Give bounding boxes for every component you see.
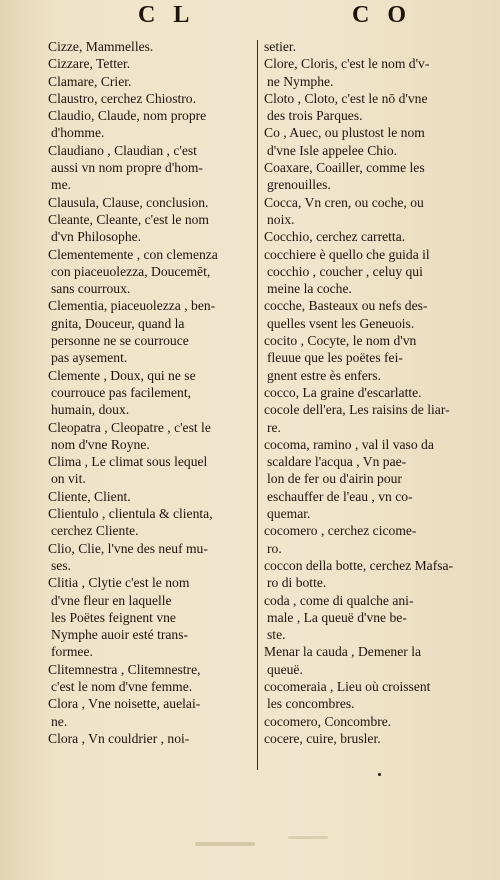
entry-line: Cloto , Cloto, c'est le nō d'vne [264,90,428,106]
entry-line: gnent estre ès enfers. [267,367,381,383]
entry-line: Cliente, Client. [48,488,131,504]
entry-line: grenouilles. [267,177,331,193]
entry-line: cocito , Cocyte, le nom d'vn [264,333,417,349]
column-divider [257,40,258,770]
dictionary-entry [48,574,252,660]
entry-line: ro. [267,540,282,556]
entry-line: Claustro, cerchez Chiostro. [48,90,196,106]
entry-line: les concombres. [267,696,355,712]
entry-line: queuë. [267,661,303,677]
dictionary-entry [264,297,464,332]
entry-line: aussi vn nom propre d'hom- [51,160,203,176]
entry-line: Clientulo , clientula & clienta, [48,506,213,522]
dictionary-entry [48,90,252,107]
entry-line: Co , Auec, ou plustost le nom [264,125,425,141]
dictionary-entry [264,678,464,713]
dictionary-entry [48,505,252,540]
dictionary-entry [264,246,464,298]
dictionary-entry [48,367,252,419]
dictionary-entry [264,228,464,245]
dictionary-entry [48,730,252,747]
entry-line: lon de fer ou d'airin pour [267,471,402,487]
entry-line: Clemente , Doux, qui ne se [48,367,196,383]
entry-line: quelles vsent les Geneuois. [267,315,415,331]
entry-line: Clora , Vn couldrier , noi- [48,730,190,746]
dictionary-entry [48,194,252,211]
header-left: C L [138,2,196,28]
entry-line: courrouce pas facilement, [51,384,192,400]
entry-line: con piaceuolezza, Doucemēt, [51,263,211,279]
entry-line: meine la coche. [267,281,352,297]
dictionary-entry [264,401,464,436]
left-column [48,38,252,747]
dictionary-entry [48,540,252,575]
dictionary-entry [264,194,464,229]
entry-line: Cizzare, Tetter. [48,56,131,72]
entry-line: Clitemnestra , Clitemnestre, [48,661,201,677]
entry-line: cocchiere è quello che guida il [264,246,430,262]
entry-line: pas aysement. [51,350,128,366]
dictionary-entry [264,557,464,592]
entry-line: d'homme. [51,125,105,141]
dictionary-entry [264,730,464,747]
entry-line: Cleopatra , Cleopatre , c'est le [48,419,211,435]
entry-line: Cocchio, cerchez carretta. [264,229,406,245]
dictionary-entry [48,695,252,730]
entry-line: Clora , Vne noisette, auelai- [48,696,201,712]
entry-line: me. [51,177,72,193]
entry-line: c'est le nom d'vne femme. [51,678,193,694]
entry-line: noix. [267,211,295,227]
entry-line: Clitia , Clytie c'est le nom [48,575,190,591]
dictionary-entry [48,38,252,55]
entry-line: Cocca, Vn cren, ou coche, ou [264,194,424,210]
entry-line: Claudio, Claude, nom propre [48,108,207,124]
dictionary-entry [48,211,252,246]
entry-line: ses. [51,557,72,573]
entry-line: gnita, Douceur, quand la [51,315,185,331]
header-right: C O [352,2,412,28]
entry-line: nom d'vne Royne. [51,436,150,452]
entry-line: eschauffer de l'eau , vn co- [267,488,413,504]
dictionary-entry [264,55,464,90]
entry-line: Clio, Clie, l'vne des neuf mu- [48,540,208,556]
entry-line: d'vne fleur en laquelle [51,592,172,608]
entry-line: formee. [51,644,93,660]
entry-line: des trois Parques. [267,108,363,124]
dictionary-entry [264,124,464,159]
dictionary-entry [48,488,252,505]
entry-line: fleuue que les poëtes fei- [267,350,403,366]
dictionary-entry [48,661,252,696]
entry-line: Clamare, Crier. [48,73,132,89]
dictionary-entry [48,297,252,366]
entry-line: cerchez Cliente. [51,523,139,539]
running-headers [0,2,500,36]
entry-line: les Poëtes feignent vne [51,609,176,625]
dictionary-entry [264,436,464,522]
entry-line: Clementia, piaceuolezza , ben- [48,298,216,314]
ink-dot [378,773,381,776]
entry-line: cocchio , coucher , celuy qui [267,263,423,279]
entry-line: Clausula, Clause, conclusion. [48,194,209,210]
dictionary-entry [264,332,464,384]
entry-line: setier. [264,39,297,54]
entry-line: Clima , Le climat sous lequel [48,454,208,470]
entry-line: Coaxare, Coailler, comme les [264,160,425,176]
entry-line: cocere, cuire, brusler. [264,730,381,746]
entry-line: d'vn Philosophe. [51,229,142,245]
entry-line: Clementemente , con clemenza [48,246,218,262]
entry-line: re. [267,419,281,435]
dictionary-entry [48,55,252,72]
entry-line: cocche, Basteaux ou nefs des- [264,298,428,314]
entry-line: ro di botte. [267,575,327,591]
entry-line: cocoma, ramino , val il vaso da [264,436,434,452]
entry-line: coda , come di qualche ani- [264,592,414,608]
dictionary-entry [48,246,252,298]
entry-line: humain, doux. [51,402,130,418]
dictionary-entry [264,643,464,678]
entry-line: cocco, La graine d'escarlatte. [264,384,422,400]
dictionary-entry [264,592,464,644]
entry-line: Claudiano , Claudian , c'est [48,142,197,158]
entry-line: male , La queuë d'vne be- [267,609,407,625]
ink-smudge [195,842,255,846]
entry-line: sans courroux. [51,281,131,297]
entry-line: d'vne Isle appelee Chio. [267,142,398,158]
entry-line: coccon della botte, cerchez Mafsa- [264,557,454,573]
entry-line: cocomeraia , Lieu où croissent [264,678,431,694]
entry-line: Cizze, Mammelles. [48,39,154,54]
dictionary-entry [48,453,252,488]
dictionary-entry [48,419,252,454]
entry-line: ne. [51,713,68,729]
entry-line: on vit. [51,471,86,487]
dictionary-entry [264,90,464,125]
entry-line: ste. [267,627,286,643]
entry-line: cocomero , cerchez cicome- [264,523,417,539]
dictionary-entry [48,73,252,90]
entry-line: quemar. [267,506,311,522]
entry-line: Cleante, Cleante, c'est le nom [48,211,209,227]
entry-line: cocomero, Concombre. [264,713,392,729]
dictionary-entry [48,142,252,194]
entry-line: scaldare l'acqua , Vn pae- [267,454,407,470]
entry-line: cocole dell'era, Les raisins de liar- [264,402,450,418]
dictionary-entry [264,713,464,730]
entry-line: Nymphe auoir esté trans- [51,627,189,643]
entry-line: Menar la cauda , Demener la [264,644,421,660]
entry-line: personne ne se courrouce [51,333,189,349]
ink-smudge [288,836,328,839]
right-column [264,38,464,747]
dictionary-entry [264,159,464,194]
dictionary-entry [48,107,252,142]
entry-line: ne Nymphe. [267,73,334,89]
entry-line: Clore, Cloris, c'est le nom d'v- [264,56,430,72]
dictionary-entry [264,384,464,401]
dictionary-entry [264,522,464,557]
dictionary-entry [264,38,464,55]
